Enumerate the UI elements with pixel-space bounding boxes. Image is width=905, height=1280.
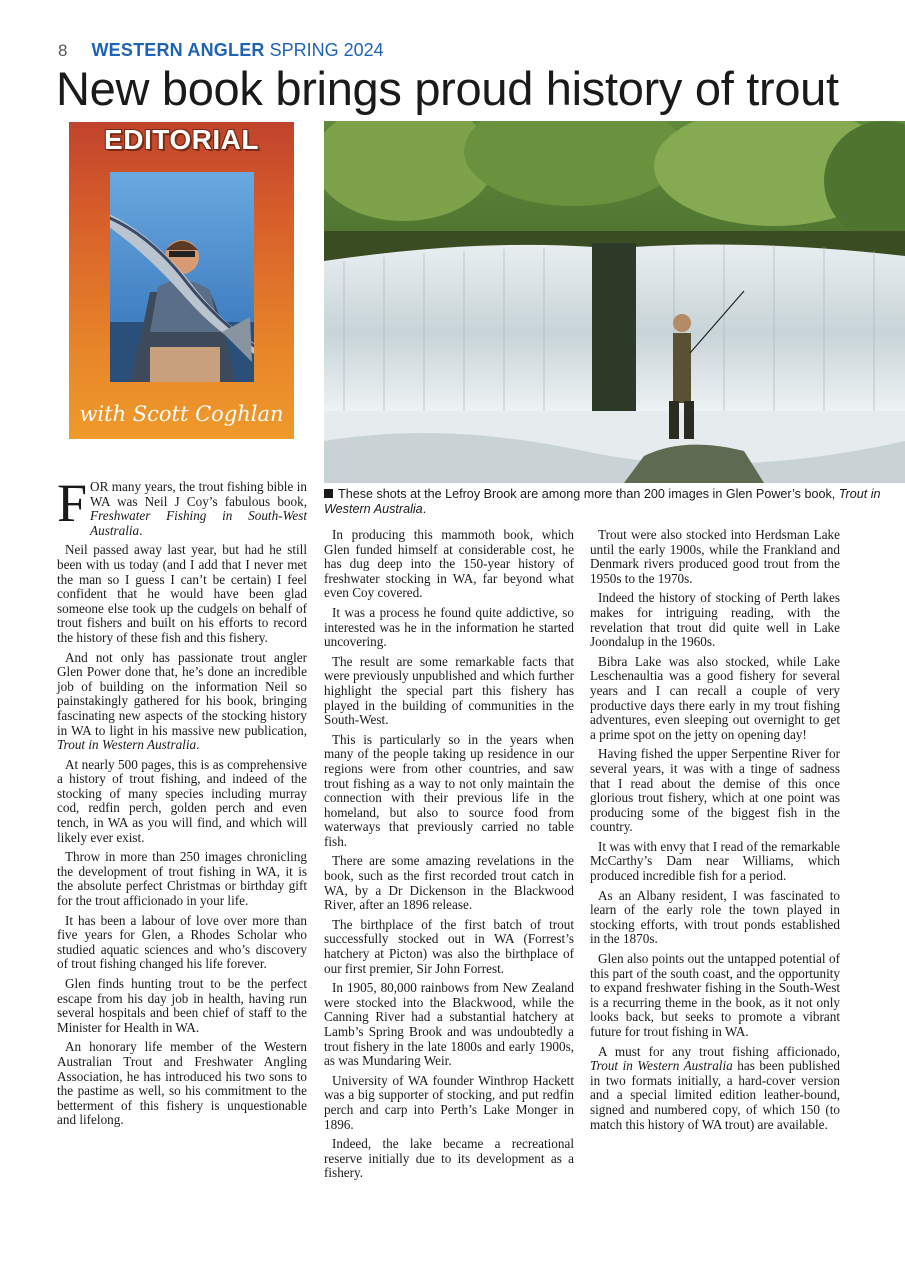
article-column-2 [324, 528, 574, 1186]
caption-text: These shots at the Lefroy Brook are among more than 200 images in Glen Power’s book, [338, 487, 836, 501]
article-paragraph: Bibra Lake was also stocked, while Lake Leschenaultia was a good fishery for several years and I can recall a couple of very productive days there early in my trout fishing adventures, even sleeping out overnight to get a prime spot on the jetty on opening day! [590, 653, 840, 742]
article-paragraph: It was a process he found quite addictive, so interested was he in the information he started uncovering. [324, 604, 574, 650]
article-paragraph: Neil passed away last year, but had he still been with us today (and I add that I never met the man so I guess I can’t be certain) I feel confident that he would have been glad someone else took up the cudgels on behalf of trout fishers and built on his efforts to record the history of these fish and this fishery. [57, 542, 307, 645]
article-paragraph: It was with envy that I read of the remarkable McCarthy’s Dam near Williams, which produced incredible fish for a period. [590, 838, 840, 884]
paragraph-text: A must for any trout fishing afficionado, [598, 1043, 840, 1059]
article-paragraph: Glen finds hunting trout to be the perfect escape from his day job in health, having run several hospitals and been chief of staff to the Minister for Health in WA. [57, 976, 307, 1035]
article-paragraph: In 1905, 80,000 rainbows from New Zealand were stocked into the Blackwood, while the Canning River had a substantial hatchery at Lamb’s Spring Brook and was undoubtedly a trout fishery in the late 1800s and early 1900s, as was Mundaring Weir. [324, 980, 574, 1069]
article-paragraph: Throw in more than 250 images chronicling the development of trout fishing in WA, it is the absolute perfect Christmas or birthday gift for the trout afficionado in your life. [57, 849, 307, 909]
page-number: 8 [58, 41, 68, 60]
article-paragraph: Trout were also stocked into Herdsman Lake until the early 1900s, while the Frankland and Denmark rivers produced good trout from the 1950s to the 1970s. [590, 527, 840, 586]
article-paragraph: Glen also points out the untapped potential of this part of the south coast, and the opportunity to expand freshwater fishing in the South-West is a recurring theme in the book, as it not only looks back, but seeks to promote a vibrant future for trout fishing in WA. [590, 951, 840, 1039]
author-photo [110, 172, 254, 382]
magazine-issue: SPRING 2024 [269, 40, 384, 60]
article-paragraph: University of WA founder Winthrop Hackett was a big supporter of stocking, and put redfin perch and carp into Perth’s Lake Monger in 1896. [324, 1072, 574, 1132]
article-paragraph: It has been a labour of love over more than five years for Glen, a Rhodes Scholar who studied aquatic sciences and who’s discovery of trout fishing changed his life forever. [57, 912, 307, 972]
paragraph-text: OR many years, the trout fishing bible in WA was Neil J Coy’s fabulous book, [90, 479, 307, 509]
article-headline: New book brings proud history of trout [56, 62, 839, 115]
article-paragraph: Indeed, the lake became a recreational reserve initially due to its development as a fishery. [324, 1136, 574, 1181]
magazine-name: WESTERN ANGLER [91, 40, 265, 60]
article-paragraph [590, 1045, 840, 1133]
article-paragraph [57, 473, 307, 538]
article-paragraph: At nearly 500 pages, this is as comprehensive a history of trout fishing, and indeed of the stocking of many species including murray cod, redfin perch, golden perch and even tench, in WA as you will find, and which will likely ever exist. [57, 756, 307, 845]
paragraph-text: has been published in two formats initially, a hard-cover version and a special limited edition leather-bound, signed and numbered copy, of which 150 (to match this history of WA trout) are available. [590, 1058, 841, 1132]
article-paragraph [57, 651, 307, 753]
article-paragraph: The birthplace of the first batch of trout successfully stocked out in WA (Forrest’s hatchery at Picton) was also the birthplace of our first premier, Sir John Forrest. [324, 916, 574, 976]
article-column-1 [57, 473, 307, 1133]
author-byline: with Scott Coghlan [79, 402, 284, 426]
caption-end: . [422, 502, 427, 516]
caption-book-title: Trout in Western Australia [324, 487, 881, 516]
drop-cap: F [57, 473, 88, 533]
article-paragraph: An honorary life member of the Western Australian Trout and Freshwater Angling Association, he has introduced his two sons to the pastime as well, so his commitment to the betterment of this fishery is unquestionable and lifelong. [57, 1039, 307, 1128]
paragraph-text: And not only has passionate trout angler Glen Power done that, he’s done an incredible job of building on the information Neil so painstakingly gathered for his book, bringing fascinating new aspects of the stocking history in WA to light in his massive new publication, [57, 649, 307, 738]
article-paragraph: As an Albany resident, I was fascinated to learn of the early role the town played in stocking efforts, with trout ponds established in the 1870s. [590, 887, 840, 947]
article-column-3 [590, 528, 840, 1137]
editorial-label: EDITORIAL [104, 124, 259, 155]
photo-caption [324, 487, 894, 517]
article-paragraph: In producing this mammoth book, which Glen funded himself at considerable cost, he has dug deep into the 150-year history of freshwater stocking in WA, far beyond what even Coy covered. [324, 527, 574, 601]
article-paragraph: Having fished the upper Serpentine River for several years, it was with a tinge of sadness that I read about the demise of this once glorious trout fishery, which at one point was producing some of the biggest fish in the country. [590, 746, 840, 835]
article-paragraph: This is particularly so in the years when many of the people taking up residence in our regions were from other countries, and saw trout fishing as a way to not only maintain the connection with their previous life in the homeland, but also to source food from waterways that previously carried no table fish. [324, 731, 574, 849]
book-title: Freshwater Fishing in South-West Australia [90, 508, 307, 538]
editorial-box [69, 122, 294, 439]
book-title: Trout in Western Australia [57, 737, 197, 753]
caption-bullet-icon [324, 489, 333, 498]
lefroy-brook-photo [324, 121, 905, 483]
article-paragraph: The result are some remarkable facts that were previously unpublished and which further highlight the special part this fishery has played in the building of communities in the South-West. [324, 653, 574, 728]
article-paragraph: Indeed the history of stocking of Perth lakes makes for intriguing reading, with the revelation that trout did quite well in Lake Joondalup in the 1960s. [590, 590, 840, 650]
paragraph-end: . [139, 522, 143, 538]
paragraph-end: . [196, 737, 200, 753]
book-title: Trout in Western Australia [590, 1058, 733, 1074]
article-paragraph: There are some amazing revelations in the book, such as the first recorded trout catch in WA, by a Dr Dickenson in the Blackwood River, after an 1896 release. [324, 853, 574, 913]
